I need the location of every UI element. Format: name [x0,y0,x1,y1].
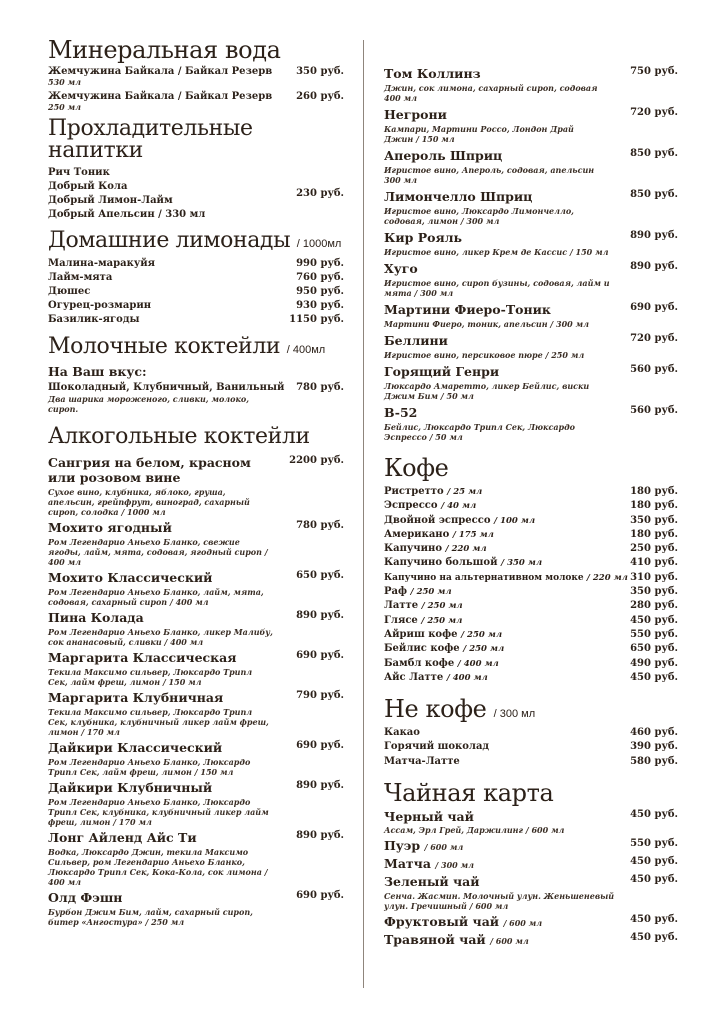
section-name: Не кофе [384,695,487,724]
list-item [384,230,678,257]
item-name: Шоколадный, Клубничный, Ванильный [48,382,285,393]
item-price: 450 руб. [630,856,678,868]
list-item [48,650,344,687]
item-label: Капучино большой [384,557,498,569]
item-description: Бейлис, Люксардо Трипл Сек, Люксардо Эспрессо / 50 мл [384,422,575,442]
item-description: Игристое вино, сироп бузины, содовая, лайм и мята / 300 мл [384,278,610,298]
item-description: Ром Легендарио Аньехо Бланко, Люксардо Трипл Сек, лайм фреш, лимон / 150 мл [48,757,251,777]
mineral-title: Минеральная вода [48,36,281,64]
item-price: 890 руб. [630,230,678,241]
item-name [384,485,482,499]
mineral-item [48,91,344,112]
item-price: 310 руб. [630,571,678,583]
item-description: Сенча. Жасмин. Молочный улун. Женьшеневый улун. Гречишный / 600 мл [384,891,615,912]
item-volume: / 600 мл [424,842,464,853]
item-label: Матча [384,856,431,872]
list-item [48,285,344,299]
section-name: Домашние лимонады [48,228,291,253]
lemonades-title [48,230,344,252]
item-description: Джин, сок лимона, сахарный сироп, содовая 400 мл [384,83,598,103]
item-name: Апероль Шприц [384,148,503,163]
item-label: Бейлис кофе [384,643,460,655]
item-name: Кир Рояль [384,230,463,245]
item-name [384,514,535,528]
item-name: Жемчужина Байкала / Байкал Резерв [48,66,273,77]
item-price: 720 руб. [630,107,678,118]
item-description: Ром Легендарио Аньехо Бланко, лайм, мята, содовая, сахарный сироп / 400 мл [48,587,264,607]
item-price: 450 руб. [630,809,678,821]
item-name [384,628,502,642]
list-item [384,726,678,740]
item-name: Дайкири Клубничный [48,780,213,795]
milkshake-heading: На Ваш вкус: [48,364,147,379]
list-item [48,570,344,607]
item-name: Маргарита Клубничная [48,690,224,705]
item-price: 720 руб. [630,333,678,344]
list-item [384,614,678,628]
alco-cocktails-list [48,455,344,927]
item-label: Бамбл кофе [384,657,455,669]
item-name [384,657,499,671]
item-label: Американо [384,528,450,540]
item-price: 850 руб. [630,148,678,159]
item-price: 930 руб. [296,300,344,311]
milkshake-item [48,364,344,414]
item-name: Мохито ягодный [48,520,172,535]
item-name: Черный чай [384,809,474,825]
list-item [384,599,678,613]
item-description: Игристое вино, ликер Крем де Кассис / 150 мл [384,247,609,257]
milkshakes-title [48,336,344,358]
item-price: 350 руб. [630,514,678,526]
item-price: 890 руб. [296,830,344,841]
list-item [384,914,678,929]
item-price: 690 руб. [296,740,344,751]
list-item [48,271,344,285]
item-name: Матча-Латте [384,755,460,767]
item-volume: 530 мл [48,77,81,87]
item-price: 450 руб. [630,932,678,944]
item-name: Горячий шоколад [384,741,490,753]
item-name [384,856,474,871]
item-description: Текила Максимо сильвер, Люксардо Трипл Сек, клубника, клубничный ликер лайм фреш, лимон / 170 мл [48,707,269,737]
item-price: 460 руб. [630,727,678,739]
item-price: 850 руб. [630,189,678,200]
item-description: Ром Легендарио Аньехо Бланко, Люксардо Трипл Сек, клубника, клубничный ликер лайм фреш, лимон / 170 мл [48,797,269,827]
item-volume: / 350 мл [501,558,543,569]
item-name [384,571,628,585]
cool-drinks-title: Прохладительные напитки [48,116,253,163]
item-price: 650 руб. [296,570,344,581]
item-volume: / 220 мл [445,544,487,555]
item-name: Том Коллинз [384,66,481,81]
item-name [384,838,463,853]
item-price: 690 руб. [296,650,344,661]
list-item [384,838,678,853]
not-coffee-title [384,695,678,724]
item-price: 350 руб. [296,66,344,77]
list-item [384,261,678,298]
list-item [384,333,678,360]
item-description: Игристое вино, Люксардо Лимончелло, содовая, лимон / 300 мл [384,206,574,226]
item-label: Эспрессо [384,500,438,512]
item-volume: / 250 мл [421,615,463,626]
item-price: 560 руб. [630,364,678,375]
item-price: 950 руб. [296,286,344,297]
coffee-list [384,485,678,685]
item-price: 890 руб. [296,780,344,791]
item-price: 450 руб. [630,874,678,886]
item-name: Добрый Кола [48,181,128,192]
item-name: B-52 [384,405,418,420]
item-price: 260 руб. [296,91,344,102]
item-price: 550 руб. [630,628,678,640]
list-item [48,890,344,927]
list-item [384,874,678,911]
item-price: 230 руб. [296,188,344,199]
item-name: Маргарита Классическая [48,650,237,665]
list-item [384,499,678,513]
item-name [384,499,476,513]
coffee-title: Кофе [384,454,449,482]
item-description: Кампари, Мартини Россо, Лондон Драй Джин / 150 мл [384,124,574,144]
item-name: Хуго [384,261,418,276]
item-volume: / 600 мл [490,936,529,947]
item-name: Олд Фэшн [48,890,123,905]
item-name: Сангрия на белом, красном или розовом вине [48,455,251,485]
item-description: Сухое вино, клубника, яблоко, груша, апельсин, грейпфрут, виноград, сахарный сироп, солодка / 1000 мл [48,487,250,517]
item-name [384,599,463,613]
item-price: 550 руб. [630,838,678,850]
item-description: Ром Легендарио Аньехо Бланко, свежие ягоды, лайм, мята, содовая, ягодный сироп / 400 мл [48,537,268,567]
item-volume: / 175 мл [452,529,494,540]
item-price: 580 руб. [630,755,678,767]
item-name: Добрый Апельсин / 330 мл [48,209,206,220]
list-item [48,740,344,777]
item-price: 890 руб. [630,261,678,272]
item-name [384,542,487,556]
item-price: 2200 руб. [289,455,344,466]
list-item [48,610,344,647]
item-name: Горящий Генри [384,364,500,379]
list-item [48,780,344,827]
item-label: Латте [384,600,419,612]
item-name: Жемчужина Байкала / Байкал Резерв [48,91,273,102]
item-volume: / 300 мл [435,860,474,871]
list-item [48,299,344,313]
tea-list [384,809,678,947]
item-name [384,556,542,570]
item-name: Какао [384,727,420,739]
item-volume: / 250 мл [410,587,452,598]
list-item [384,528,678,542]
list-item [384,485,678,499]
item-price: 490 руб. [630,657,678,669]
item-name: Пина Колада [48,610,144,625]
item-price: 790 руб. [296,690,344,701]
item-price: 690 руб. [630,302,678,313]
not-coffee-list [384,726,678,769]
item-name: Лонг Айленд Айс Ти [48,830,197,845]
list-item [384,302,678,329]
item-label: Капучино на альтернативном молоке [384,572,584,583]
list-item [384,571,678,585]
item-price: 780 руб. [296,382,344,393]
item-volume: / 220 мл [586,572,628,583]
item-volume: / 250 мл [421,601,463,612]
item-price: 410 руб. [630,557,678,569]
item-name: Негрони [384,107,447,122]
alco-cocktails-title: Алкогольные коктейли [48,424,310,449]
item-name: Малина-маракуйя [48,258,156,269]
cool-drinks-group [48,166,344,222]
item-label: Травяной чай [384,932,486,948]
item-price: 780 руб. [296,520,344,531]
item-name [384,642,504,656]
list-item [384,514,678,528]
item-price: 750 руб. [630,66,678,77]
item-label: Глясе [384,614,418,626]
item-price: 760 руб. [296,272,344,283]
tea-title: Чайная карта [384,779,554,808]
list-item [384,107,678,144]
item-price: 350 руб. [630,586,678,598]
list-item [384,364,678,401]
list-item [384,657,678,671]
item-price: 560 руб. [630,405,678,416]
item-name: Зеленый чай [384,874,480,890]
item-name: Беллини [384,333,448,348]
cocktails-list [384,66,678,442]
list-item [384,189,678,226]
list-item [384,66,678,103]
item-description: Ром Легендарио Аньехо Бланко, ликер Малибу, сок ананасовый, сливки / 400 мл [48,627,273,647]
item-volume: / 600 мл [503,918,543,929]
item-volume: / 40 мл [441,501,477,512]
item-label: Пуэр [384,838,421,854]
lemonades-list [48,257,344,327]
list-item [48,830,344,887]
item-volume: / 400 мл [457,658,499,669]
list-item [384,628,678,642]
item-price: 180 руб. [630,486,678,497]
list-item [384,148,678,185]
list-item [384,642,678,656]
item-description: Водка, Люксардо Джин, текила Максимо Сильвер, ром Легендарио Аньехо Бланко, Люксардо Трипл Сек, Кока-Кола, сок лимона / 400 мл [48,847,268,887]
item-volume: / 100 мл [494,515,536,526]
item-name: Лимончелло Шприц [384,189,533,204]
item-description: Ассам, Эрл Грей, Даржилинг / 600 мл [384,825,565,836]
item-name [384,914,542,929]
item-name: Дайкири Классический [48,740,223,755]
column-divider [363,40,364,988]
item-volume: / 250 мл [460,629,503,640]
item-name [384,614,462,628]
item-name [384,585,452,599]
item-description: Игристое вино, персиковое пюре / 250 мл [384,350,585,360]
item-name: Рич Тоник [48,167,110,178]
item-price: 990 руб. [296,258,344,269]
item-price: 650 руб. [630,643,678,655]
item-name: Лайм-мята [48,272,113,283]
item-name: Мохито Классический [48,570,213,585]
item-description: Текила Максимо сильвер, Люксардо Трипл Сек, лайм фреш, лимон / 150 мл [48,667,253,687]
item-name: Дюшес [48,286,91,297]
item-label: Ристретто [384,486,444,497]
item-price: 250 руб. [630,543,678,555]
list-item [384,740,678,754]
list-item [384,405,678,442]
item-volume: / 250 мл [463,644,505,655]
item-price: 450 руб. [630,914,678,926]
item-name [384,671,488,685]
item-price: 450 руб. [630,614,678,626]
item-volume: / 25 мл [447,487,483,497]
list-item [48,313,344,327]
item-price: 690 руб. [296,890,344,901]
list-item [384,809,678,835]
list-item [384,671,678,685]
item-price: 180 руб. [630,528,678,540]
section-unit: / 1000мл [296,238,342,250]
item-price: 1150 руб. [289,314,344,325]
list-item [48,520,344,567]
item-price: 450 руб. [630,671,678,683]
list-item [48,257,344,271]
left-column [48,38,344,927]
item-name [384,528,494,542]
item-description: Игристое вино, Апероль, содовая, апельсин 300 мл [384,165,595,185]
list-item [48,455,344,517]
list-item [384,932,678,947]
list-item [384,585,678,599]
item-description: Люксардо Амаретто, ликер Бейлис, виски Джим Бим / 50 мл [384,381,590,401]
item-name: Мартини Фиеро-Тоник [384,302,551,317]
section-unit: / 300 мл [493,708,536,721]
item-price: 390 руб. [630,741,678,753]
list-item [384,556,678,570]
right-column [384,66,678,947]
item-label: Айс Латте [384,671,444,683]
section-unit: / 400мл [286,344,326,356]
item-price: 890 руб. [296,610,344,621]
item-name: Добрый Лимон-Лайм [48,195,173,206]
list-item [48,690,344,737]
mineral-item [48,66,344,87]
item-name [384,932,529,947]
item-label: Капучино [384,543,443,555]
item-label: Двойной эспрессо [384,514,491,526]
item-description: Два шарика мороженого, сливки, молоко, сироп. [48,394,250,414]
item-volume: / 400 мл [446,672,488,683]
item-price: 180 руб. [630,500,678,512]
list-item [384,856,678,871]
item-label: Раф [384,586,408,598]
item-description: Бурбон Джим Бим, лайм, сахарный сироп, битер «Ангостура» / 250 мл [48,907,253,927]
section-name: Молочные коктейли [48,334,281,359]
item-name: Огурец-розмарин [48,300,152,311]
item-label: Фруктовый чай [384,914,500,930]
list-item [384,542,678,556]
item-volume: 250 мл [48,102,81,112]
item-name: Базилик-ягоды [48,314,140,325]
item-description: Мартини Фиеро, тоник, апельсин / 300 мл [384,319,589,329]
item-price: 280 руб. [630,600,678,612]
list-item [384,755,678,769]
item-label: Айриш кофе [384,628,458,640]
